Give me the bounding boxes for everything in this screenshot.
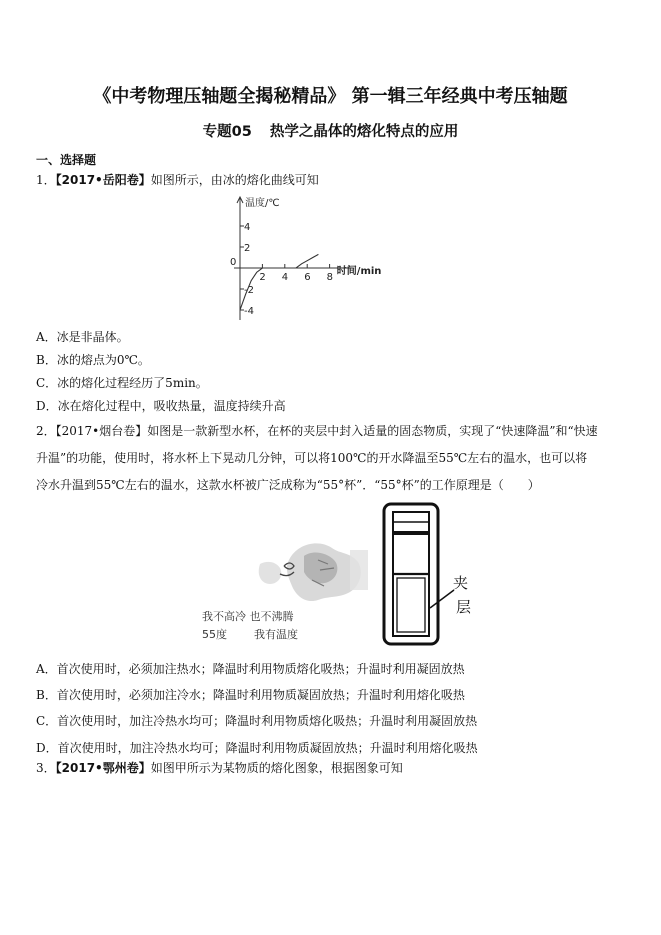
- layer-label-bottom: 层: [456, 598, 472, 616]
- question-1-stem: [36, 168, 319, 192]
- y-tick-label: 4: [244, 222, 251, 233]
- question-3-text: 如图甲所示为某物质的熔化图象，根据图象可知: [150, 761, 403, 775]
- question-2-line-1: [36, 418, 626, 445]
- x-axis-label: 时间/min: [336, 266, 382, 277]
- question-2-option-a: A．首次使用时，必须加注热水；降温时利用物质熔化吸热；升温时利用凝固放热: [36, 662, 465, 676]
- x-tick-label: 2: [259, 272, 266, 283]
- y-tick-label: -4: [244, 306, 254, 317]
- topic-heading: [0, 120, 661, 141]
- question-1-option-c: C．冰的熔化过程经历了5min。: [36, 376, 208, 390]
- question-2-option-b: B．首次使用时，必须加注冷水；降温时利用物质凝固放热；升温时利用熔化吸热: [36, 688, 465, 702]
- question-2-line-2: 升温”的功能，使用时，将水杯上下晃动几分钟，可以将100℃的开水降温至55℃左右的温水，也可以将: [36, 451, 588, 465]
- question-2-option-c: C．首次使用时，加注冷热水均可；降温时利用物质熔化吸热；升温时利用凝固放热: [36, 714, 478, 728]
- cup-drawing: [384, 504, 454, 644]
- y-tick-label: -2: [244, 285, 254, 296]
- question-1-number: 1．: [36, 173, 56, 187]
- question-2-stem: [36, 418, 626, 499]
- x-tick-label: 8: [326, 272, 333, 283]
- x-tick-label: 4: [281, 272, 289, 283]
- question-1-option-b: B．冰的熔点为0℃。: [36, 353, 150, 367]
- question-2-option-d: D．首次使用时，加注冷热水均可；降温时利用物质凝固放热；升温时利用熔化吸热: [36, 741, 478, 755]
- figure-caption-2b: 我有温度: [254, 628, 298, 641]
- question-1-option-a: A．冰是非晶体。: [36, 330, 129, 344]
- question-2-source: 【2017•烟台卷】: [55, 424, 148, 438]
- chart-layer: [230, 196, 381, 320]
- question-3-stem: [36, 756, 403, 780]
- y-axis-label: 温度/℃: [245, 198, 280, 209]
- topic-code: 专题05: [202, 124, 252, 140]
- layer-label-top: 夹: [453, 574, 469, 592]
- question-1-source: 【2017•岳阳卷】: [55, 173, 151, 187]
- y-tick-label: 0: [230, 257, 237, 268]
- page-title: 《中考物理压轴题全揭秘精品》 第一辑三年经典中考压轴题: [93, 86, 568, 107]
- advertisement-image: [259, 543, 368, 601]
- question-2-number: 2．: [36, 424, 56, 438]
- question-3-number: 3．: [36, 761, 56, 775]
- question-1-option-d: D．冰在熔化过程中，吸收热量，温度持续升高: [36, 399, 286, 413]
- x-tick-label: 6: [304, 272, 311, 283]
- question-2-text-1: 如图是一款新型水杯，在杯的夹层中封入适量的固态物质，实现了“快速降温”和“快速: [147, 424, 598, 438]
- figure-caption-1: 我不高冷 也不沸腾: [202, 610, 294, 623]
- section-heading: 一、选择题: [36, 153, 97, 167]
- question-1-text: 如图所示，由冰的熔化曲线可知: [150, 173, 319, 187]
- question-2-line-3: 冷水升温到55℃左右的温水，这款水杯被广泛成称为“55°杯”．“55°杯”的工作原理是（ ）: [36, 478, 540, 492]
- topic-name: 热学之晶体的熔化特点的应用: [269, 124, 459, 140]
- figure-caption-2a: 55度: [202, 628, 227, 641]
- cup-figure: [200, 500, 500, 650]
- question-3-source: 【2017•鄂州卷】: [55, 761, 151, 775]
- ice-melting-chart: [220, 194, 450, 320]
- y-tick-label: 2: [244, 243, 251, 254]
